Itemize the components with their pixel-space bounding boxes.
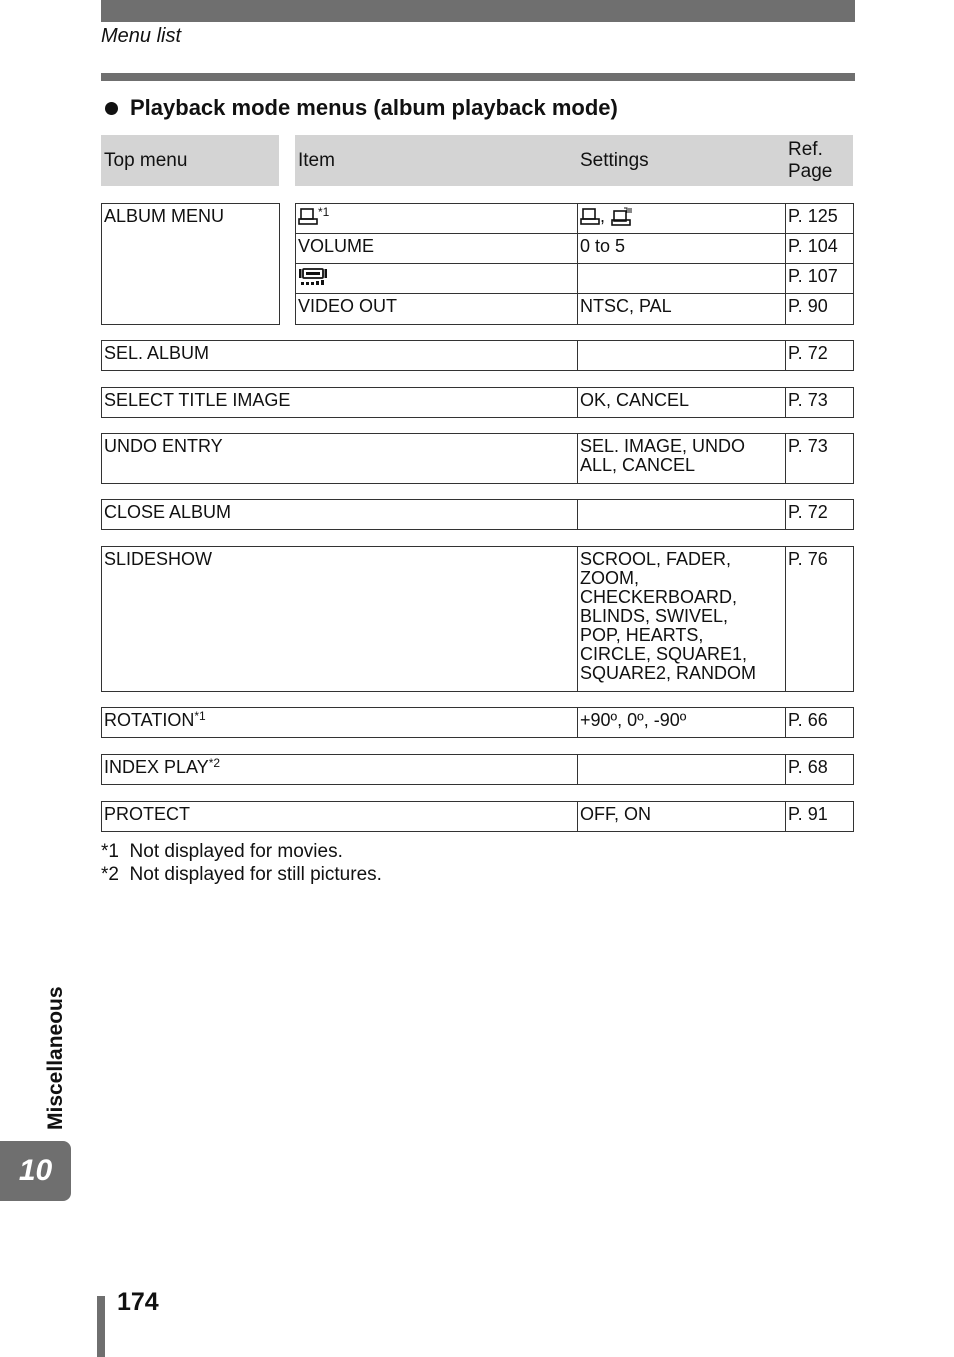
menu-rotation-label: ROTATION (104, 710, 195, 730)
footnote-mark: *2 (208, 756, 221, 770)
album-item-info-display (295, 263, 578, 294)
settings-protect: OFF, ON (577, 801, 786, 832)
ref-protect: P. 91 (785, 801, 854, 832)
print-order-icon (298, 208, 318, 226)
menu-index-play (101, 754, 578, 785)
menu-close-album: CLOSE ALBUM (101, 499, 578, 530)
footnote-mark: *2 (101, 864, 119, 885)
settings-line: ZOOM, (580, 568, 639, 588)
ref-header-line1: Ref. (788, 138, 823, 160)
column-header-settings: Settings (577, 135, 785, 186)
section-rule (101, 73, 855, 81)
album-item-video-out: VIDEO OUT (295, 293, 578, 325)
footnote-mark: *1 (101, 841, 119, 862)
ref-rotation: P. 66 (785, 707, 854, 738)
menu-undo-entry: UNDO ENTRY (101, 433, 578, 484)
settings-index-play (577, 754, 786, 785)
page-number: 174 (117, 1288, 159, 1316)
settings-close-album (577, 499, 786, 530)
ref-sel-album: P. 72 (785, 340, 854, 371)
ref-header-line2: Page (788, 160, 833, 182)
column-header-item: Item (295, 135, 577, 186)
album-settings-video-out: NTSC, PAL (577, 293, 786, 325)
header-title: Menu list (101, 25, 182, 47)
settings-line: SCROOL, FADER, (580, 549, 732, 569)
album-ref-4: P. 90 (785, 293, 854, 325)
section-heading (105, 95, 618, 121)
menu-protect: PROTECT (101, 801, 578, 832)
page-number-bar (97, 1296, 105, 1357)
settings-line: SQUARE2, RANDOM (580, 663, 757, 683)
settings-select-title-image: OK, CANCEL (577, 387, 786, 418)
section-side-label: Miscellaneous (44, 986, 67, 1130)
settings-line: POP, HEARTS, (580, 625, 704, 645)
settings-line: CIRCLE, SQUARE1, (580, 644, 748, 664)
footnote-1 (101, 840, 382, 863)
ref-select-title-image: P. 73 (785, 387, 854, 418)
album-ref-3: P. 107 (785, 263, 854, 294)
settings-slideshow (577, 546, 786, 692)
column-header-top-menu: Top menu (101, 135, 279, 186)
footnote-mark: *1 (318, 205, 330, 219)
column-header-ref-page (785, 135, 853, 186)
album-settings-info-display (577, 263, 786, 294)
album-menu-label: ALBUM MENU (101, 203, 280, 325)
settings-sel-album (577, 340, 786, 371)
album-settings-print (577, 203, 786, 234)
settings-separator: , (600, 206, 606, 226)
chapter-tab (0, 1141, 71, 1201)
footnote-mark: *1 (194, 709, 206, 723)
settings-line: ALL, CANCEL (580, 455, 696, 475)
menu-slideshow: SLIDESHOW (101, 546, 578, 692)
print-all-icon (610, 207, 634, 227)
settings-line: CHECKERBOARD, (580, 587, 738, 607)
ref-undo-entry: P. 73 (785, 433, 854, 484)
info-display-icon (298, 267, 328, 287)
ref-index-play: P. 68 (785, 754, 854, 785)
menu-index-play-label: INDEX PLAY (104, 757, 209, 777)
settings-line: BLINDS, SWIVEL, (580, 606, 729, 626)
album-settings-volume: 0 to 5 (577, 233, 786, 264)
settings-rotation: +90º, 0º, -90º (577, 707, 786, 738)
header-bar (101, 0, 855, 22)
menu-rotation (101, 707, 578, 738)
album-item-print-order (295, 203, 578, 234)
footnote-text: Not displayed for movies. (129, 841, 343, 862)
footnotes (101, 840, 382, 886)
footnote-text: Not displayed for still pictures. (129, 864, 382, 885)
ref-slideshow: P. 76 (785, 546, 854, 692)
footnote-2 (101, 863, 382, 886)
ref-close-album: P. 72 (785, 499, 854, 530)
settings-line: SEL. IMAGE, UNDO (580, 436, 746, 456)
album-item-volume: VOLUME (295, 233, 578, 264)
section-heading-text: Playback mode menus (album playback mode) (130, 95, 618, 120)
print-order-icon (580, 208, 600, 226)
menu-sel-album: SEL. ALBUM (101, 340, 578, 371)
album-ref-1: P. 125 (785, 203, 854, 234)
settings-undo-entry (577, 433, 786, 484)
menu-select-title-image: SELECT TITLE IMAGE (101, 387, 578, 418)
album-ref-2: P. 104 (785, 233, 854, 264)
chapter-number: 10 (18, 1154, 53, 1187)
bullet-icon (105, 102, 118, 115)
